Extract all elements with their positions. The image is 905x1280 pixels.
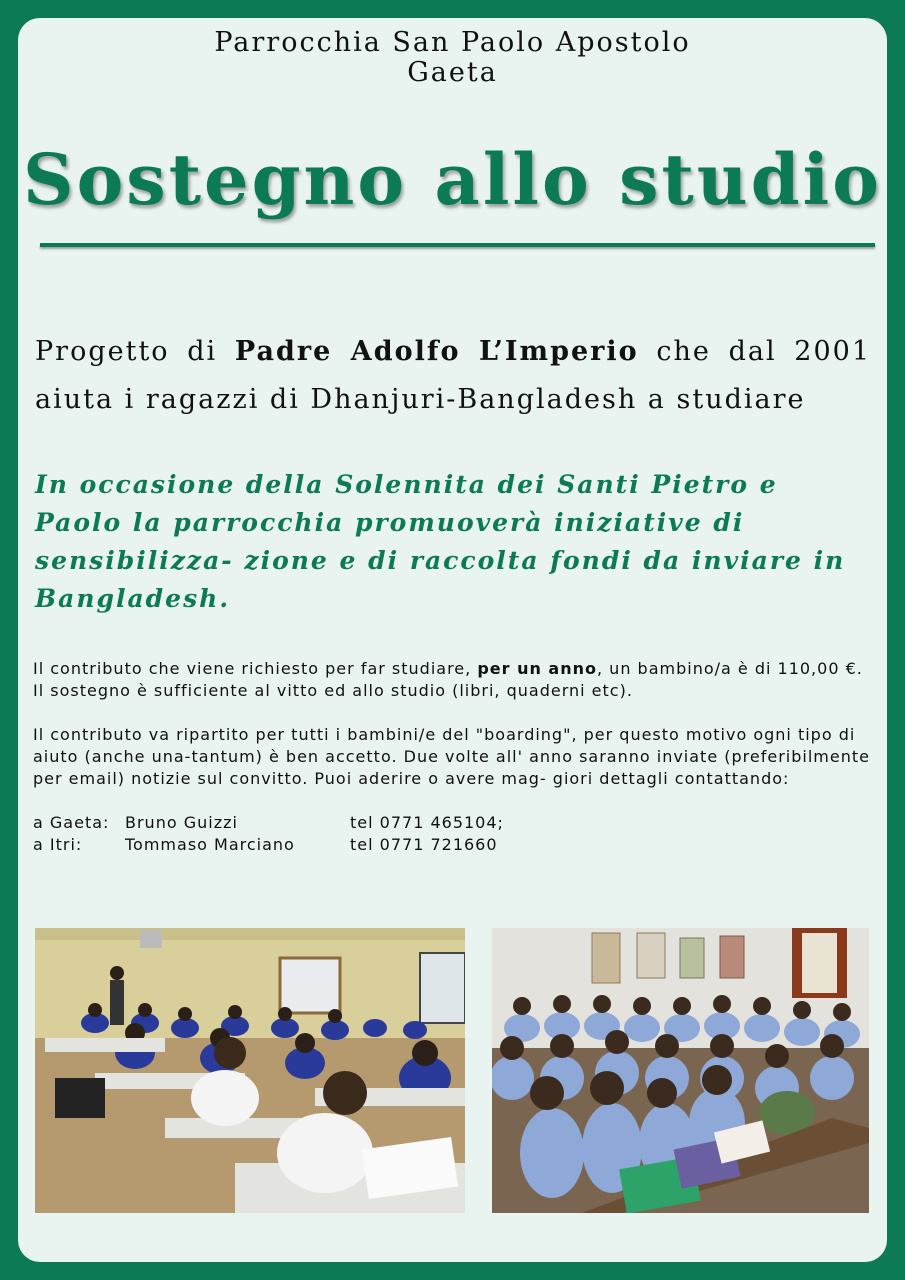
intro-priest-name: Padre Adolfo L’Imperio — [234, 336, 639, 367]
body-text — [33, 658, 871, 856]
parish-name: Parrocchia San Paolo Apostolo — [214, 27, 691, 58]
boarding-paragraph: Il contributo va ripartito per tutti i bambini/e del "boarding", per questo motivo ogni tipo di aiuto (anche una-tantum) è ben accetto. Due volte all' anno saranno inviate (preferibilmente per email) notizie sul convitto. Puoi aderire o avere mag- giori dettagli contattando: — [33, 725, 870, 788]
parish-header — [18, 28, 887, 88]
poster-panel — [18, 18, 887, 1262]
contact-list — [33, 812, 871, 856]
contact-row-gaeta — [33, 812, 871, 834]
contribution-bold: per un anno — [477, 659, 597, 678]
event-highlight: In occasione della Solennita dei Santi Pietro e Paolo la parrocchia promuoverà iniziative di sensibilizza- zione e di raccolta fondi da inviare in Bangladesh. — [35, 470, 846, 613]
contribution-paragraph — [33, 658, 871, 702]
contact-phone: tel 0771 465104; — [350, 813, 504, 832]
contact-place: a Itri: — [33, 835, 83, 854]
contact-row-itri — [33, 834, 871, 856]
contact-name: Tommaso Marciano — [125, 835, 295, 854]
classroom-exam-photo — [35, 928, 465, 1213]
parish-city: Gaeta — [407, 57, 498, 88]
title-divider — [40, 243, 875, 247]
contact-place: a Gaeta: — [33, 813, 110, 832]
contribution-pre: Il contributo che viene richiesto per far studiare, — [33, 659, 478, 678]
poster-title: Sostegno allo studio — [23, 138, 882, 221]
contact-name: Bruno Guizzi — [125, 813, 238, 832]
children-classroom-photo — [492, 928, 869, 1213]
intro-prefix: Progetto di — [35, 336, 235, 367]
contribution-post: , un bambino/a è di 110,00 €. Il sostegno è sufficiente al vitto ed allo studio (libri, quaderni etc). — [33, 659, 863, 700]
contact-phone: tel 0771 721660 — [350, 835, 498, 854]
intro-suffix: che dal 2001 aiuta i ragazzi di Dhanjuri-Bangladesh a studiare — [35, 336, 872, 415]
project-intro — [35, 328, 871, 424]
